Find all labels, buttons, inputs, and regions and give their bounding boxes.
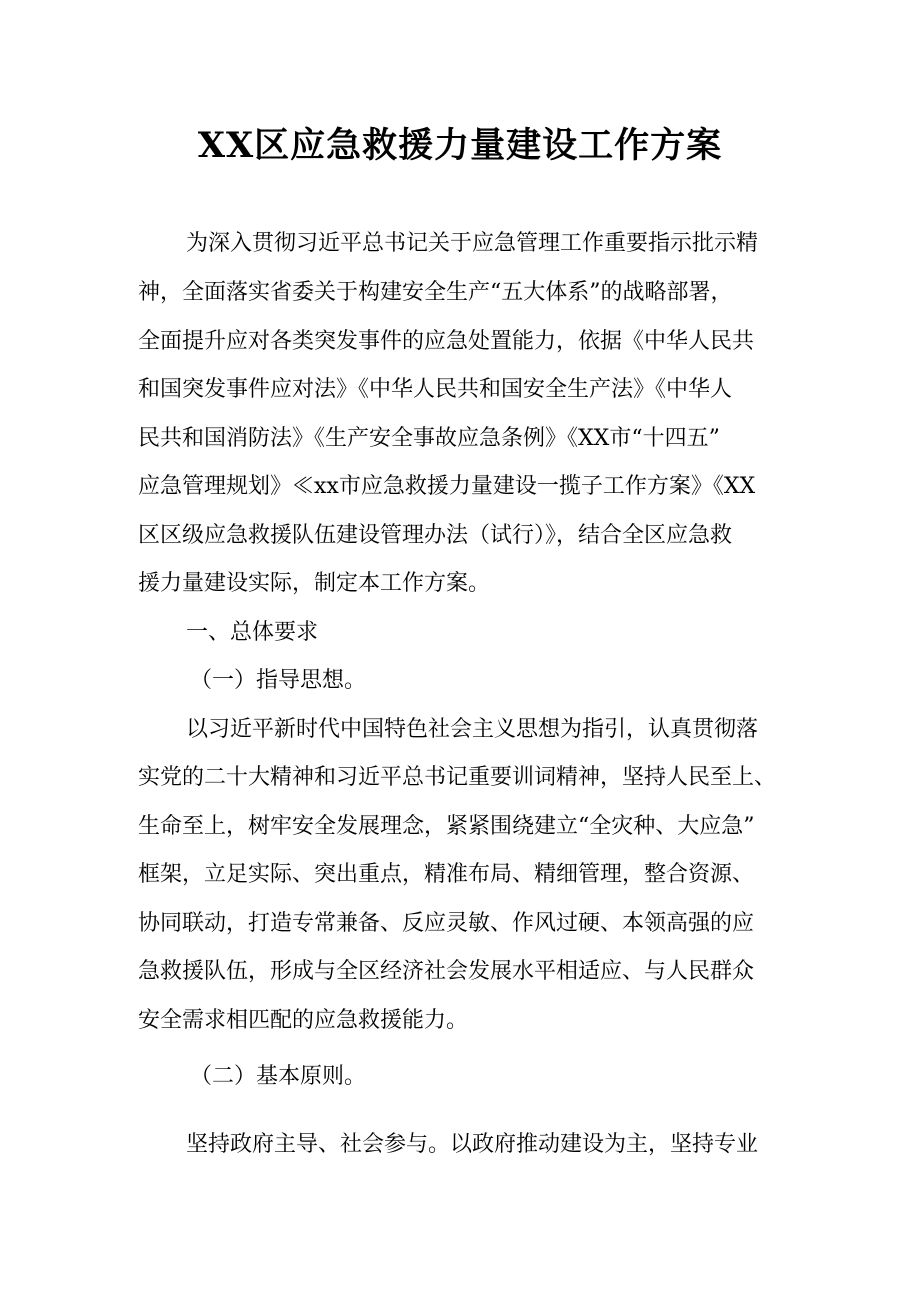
paragraph-1-line-7: 区区级应急救援队伍建设管理办法（试行）》，结合全区应急救: [138, 523, 733, 548]
paragraph-1-line-4: 和国突发事件应对法》《中华人民共和国安全生产法》《中华人: [138, 377, 733, 402]
paragraph-1-line-8: 援力量建设实际，制定本工作方案。: [138, 571, 491, 596]
section-1-heading: 一、总体要求: [186, 620, 319, 645]
paragraph-2-line-7: 安全需求相匹配的应急救援能力。: [138, 1008, 469, 1033]
document-title: XX区应急救援力量建设工作方案: [197, 125, 723, 166]
paragraph-2-line-4: 框架，立足实际、突出重点，精准布局、精细管理，整合资源、: [138, 862, 755, 887]
subsection-1-heading: （一）指导思想。: [190, 668, 367, 693]
paragraph-1-line-2: 神，全面落实省委关于构建安全生产“五大体系”的战略部署，: [138, 280, 733, 305]
paragraph-1-line-1: 为深入贯彻习近平总书记关于应急管理工作重要指示批示精: [186, 231, 759, 256]
paragraph-3-line-1: 坚持政府主导、社会参与。以政府推动建设为主，坚持专业: [186, 1132, 759, 1157]
paragraph-2-line-2: 实党的二十大精神和习近平总书记重要训词精神，坚持人民至上、: [138, 765, 777, 790]
paragraph-2-line-3: 生命至上，树牢安全发展理念，紧紧围绕建立“全灾种、大应急”: [138, 814, 755, 839]
paragraph-2-line-6: 急救援队伍，形成与全区经济社会发展水平相适应、与人民群众: [138, 959, 755, 984]
paragraph-1-line-6: 应急管理规划》≪xx市应急救援力量建设一揽子工作方案》《XX: [138, 474, 756, 499]
paragraph-1-line-3: 全面提升应对各类突发事件的应急处置能力，依据《中华人民共: [138, 329, 755, 354]
paragraph-1-line-5: 民共和国消防法》《生产安全事故应急条例》《XX市“十四五”: [138, 426, 720, 451]
paragraph-2-line-5: 协同联动，打造专常兼备、反应灵敏、作风过硬、本领高强的应: [138, 911, 755, 936]
subsection-2-heading: （二）基本原则。: [190, 1064, 367, 1089]
paragraph-2-line-1: 以习近平新时代中国特色社会主义思想为指引，认真贯彻落: [186, 717, 759, 742]
